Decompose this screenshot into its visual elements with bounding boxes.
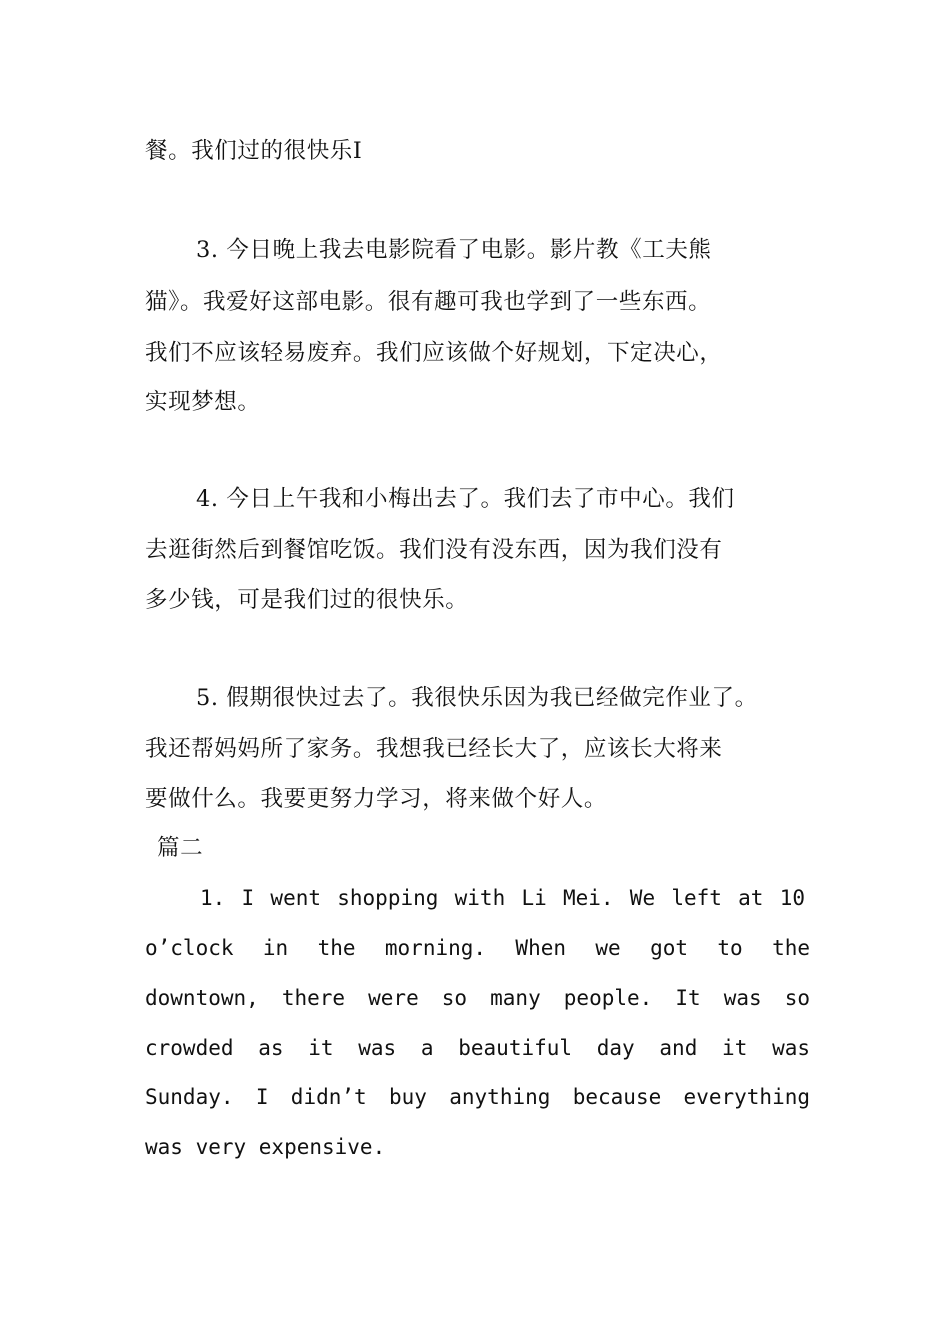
text-line: o’clock in the morning. When we got to the (145, 936, 810, 960)
text-line: 我们不应该轻易废弃。我们应该做个好规划，下定决心， (145, 340, 723, 366)
text-line: 4. 今日上午我和小梅出去了。我们去了市中心。我们 (196, 486, 735, 512)
text-line: Sunday. I didn’t buy anything because everything (145, 1085, 810, 1109)
text-line: 实现梦想。 (145, 389, 261, 415)
text-line: 1. I went shopping with Li Mei. We left at 10 (200, 886, 805, 910)
text-line: 猫》。我爱好这部电影。很有趣可我也学到了一些东西。 (145, 289, 712, 315)
text-line: downtown, there were so many people. It was so (145, 986, 810, 1010)
text-line: 我还帮妈妈所了家务。我想我已经长大了，应该长大将来 (145, 736, 723, 762)
text-line: 5. 假期很快过去了。我很快乐因为我已经做完作业了。 (196, 685, 758, 711)
text-line: 去逛街然后到餐馆吃饭。我们没有没东西，因为我们没有 (145, 537, 723, 563)
text-line: 餐。我们过的很快乐Ⅰ (145, 138, 363, 164)
text-line: was very expensive. (145, 1135, 386, 1159)
section-heading: 篇二 (157, 835, 204, 861)
text-line: crowded as it was a beautiful day and it was (145, 1036, 810, 1060)
text-line: 多少钱，可是我们过的很快乐。 (145, 587, 469, 613)
text-line: 要做什么。我要更努力学习，将来做个好人。 (145, 786, 608, 812)
text-line: 3. 今日晚上我去电影院看了电影。影片教《工夫熊 (196, 237, 712, 263)
